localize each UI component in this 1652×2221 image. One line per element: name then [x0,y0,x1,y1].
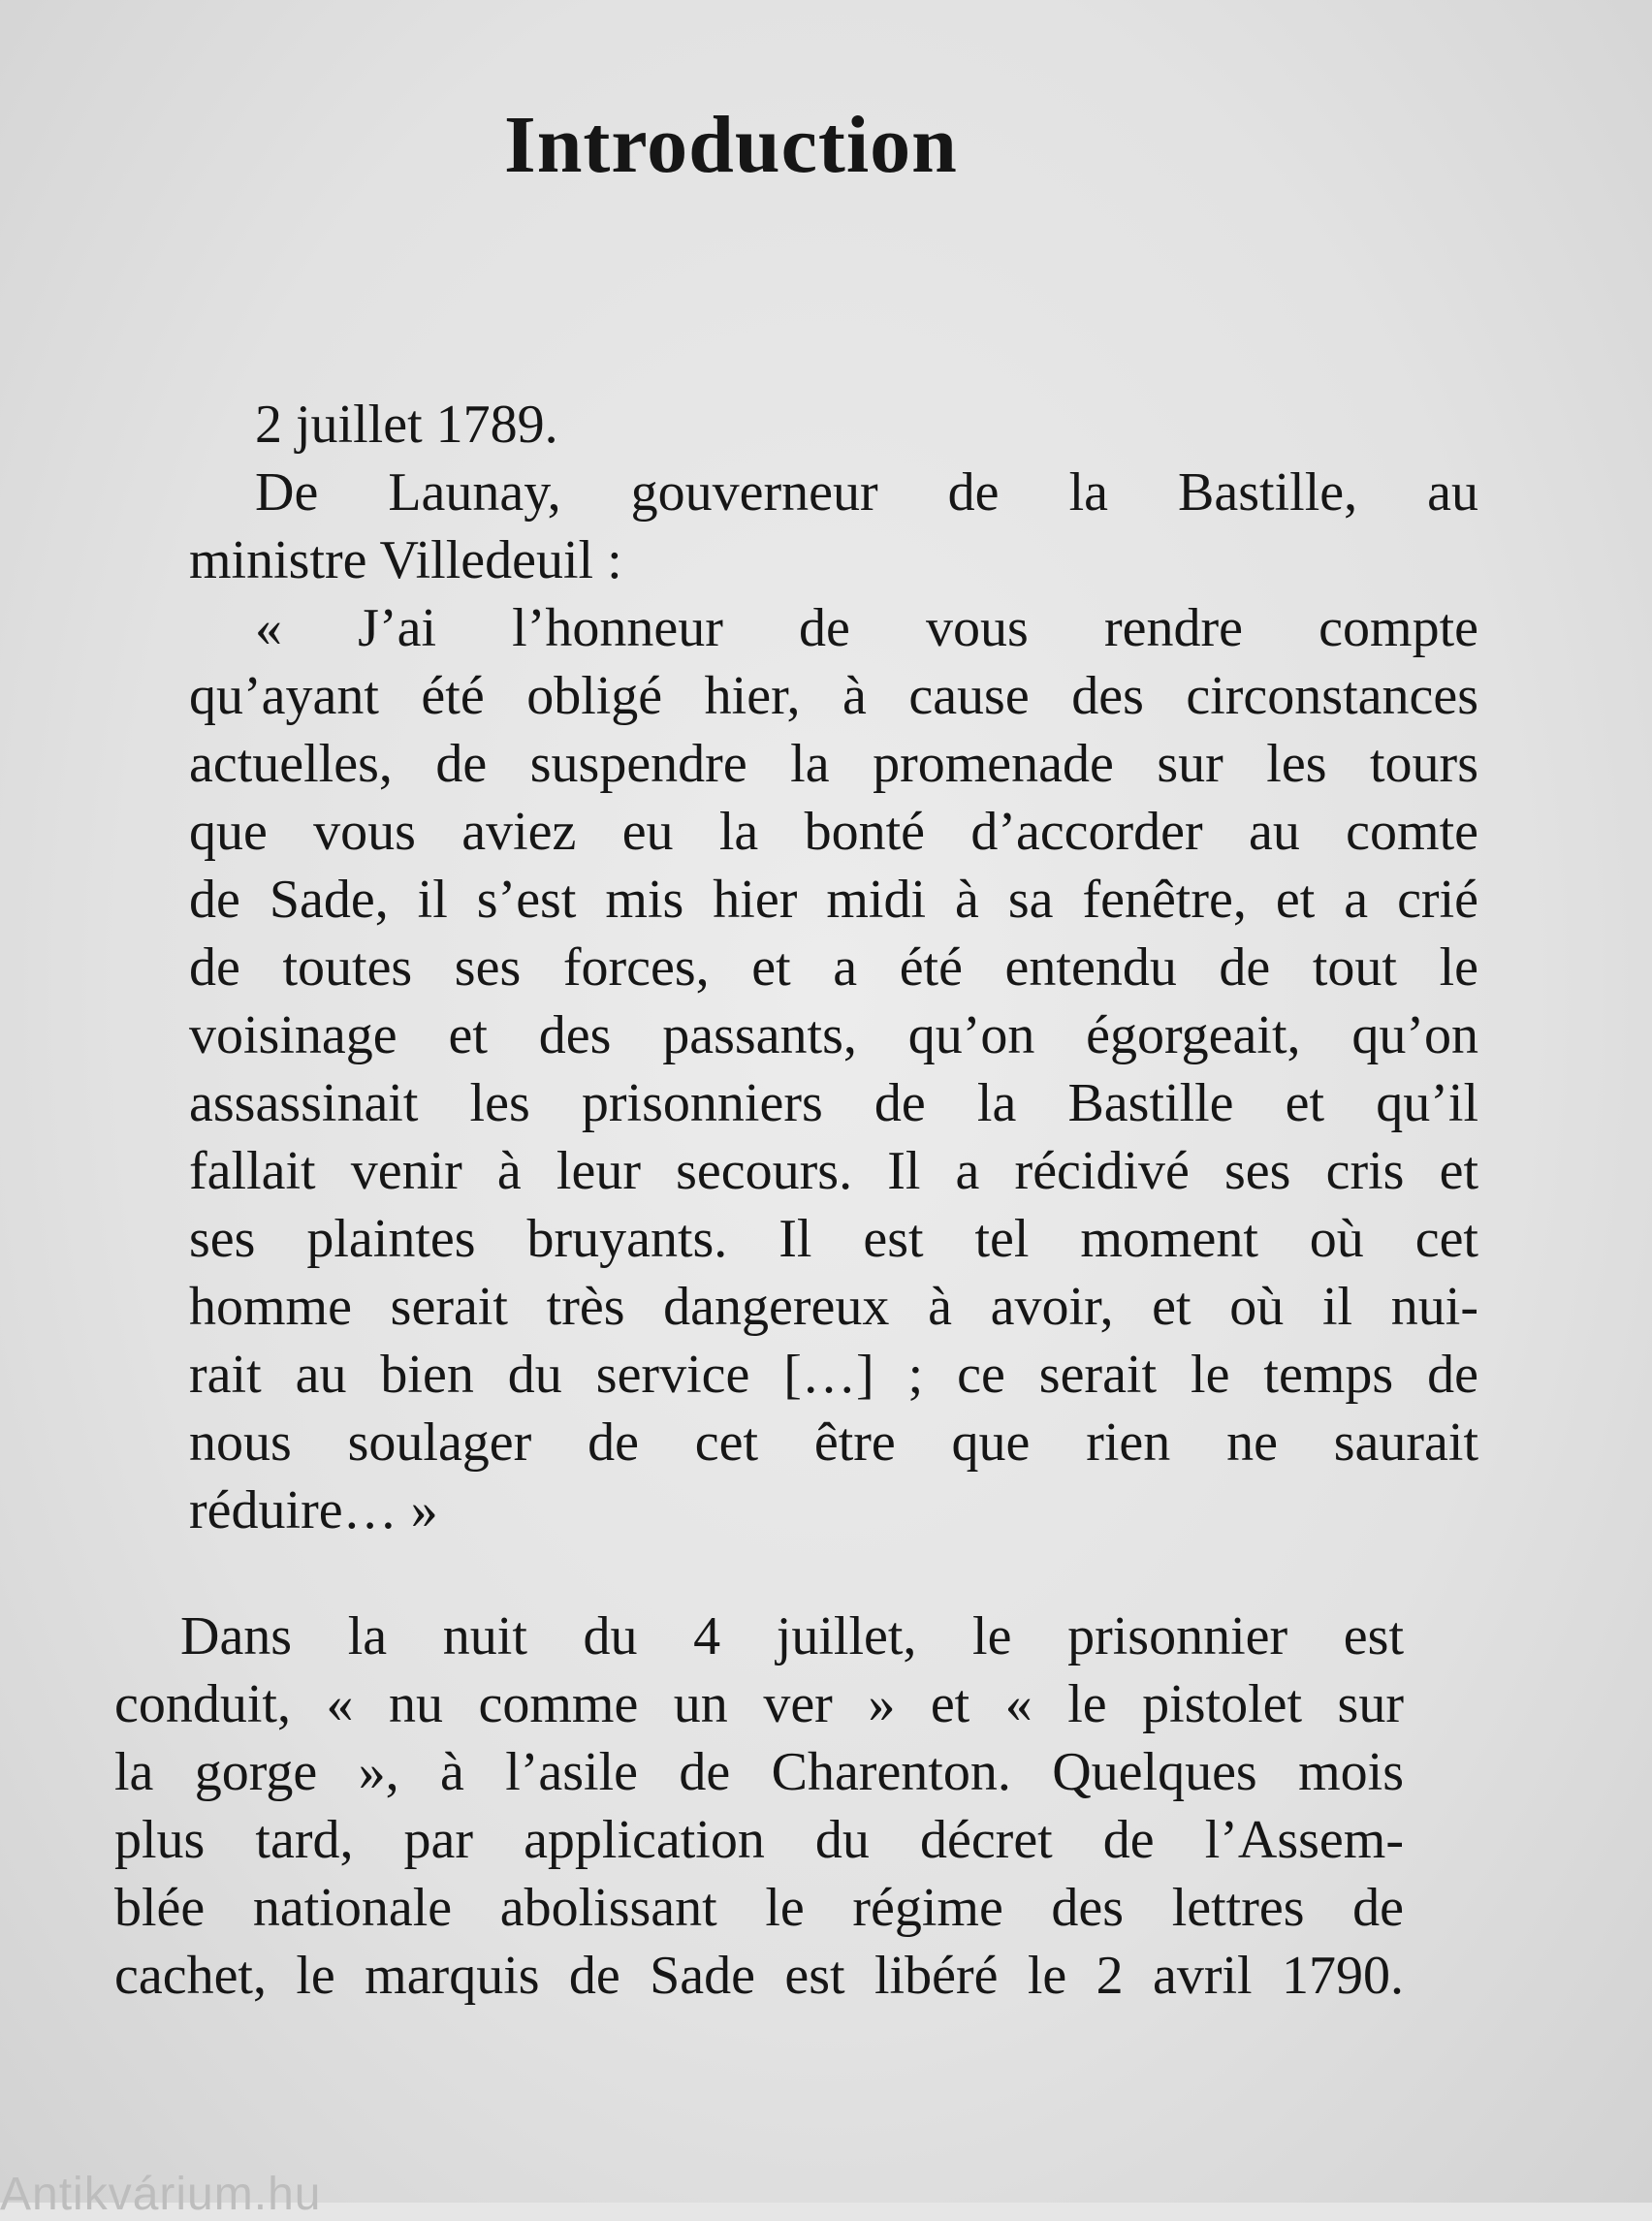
narrative-section [114,1602,1404,2010]
text-line: actuelles, de suspendre la promenade sur les tours [189,734,1478,794]
text-line: 2 juillet 1789. [255,395,558,455]
text-line: voisinage et des passants, qu’on égorgeait, qu’on [189,1005,1478,1065]
text-line: fallait venir à leur secours. Il a récidivé ses cris et [189,1141,1478,1201]
text-line: ses plaintes bruyants. Il est tel moment où cet [189,1209,1478,1269]
page-title: Introduction [504,100,958,190]
text-line: assassinait les prisonniers de la Bastille et qu’il [189,1073,1478,1133]
text-line: qu’ayant été obligé hier, à cause des circonstances [189,666,1478,726]
text-line: conduit, « nu comme un ver » et « le pistolet sur [114,1674,1404,1734]
watermark: Antikvárium.hu [0,2169,322,2220]
text-line: réduire… » [189,1480,438,1540]
text-line: blée nationale abolissant le régime des lettres de [114,1878,1404,1938]
text-line: ministre Villedeuil : [189,530,622,590]
text-line: cachet, le marquis de Sade est libéré le 2 avril 1790. [114,1946,1404,2006]
text-line: que vous aviez eu la bonté d’accorder au comte [189,802,1478,862]
text-line: la gorge », à l’asile de Charenton. Quelques mois [114,1742,1404,1802]
text-line: de toutes ses forces, et a été entendu de tout le [189,937,1478,998]
text-line: Dans la nuit du 4 juillet, le prisonnier est [180,1606,1404,1666]
quote-section [189,391,1478,1544]
text-line: De Launay, gouverneur de la Bastille, au [255,462,1478,523]
text-line: « J’ai l’honneur de vous rendre compte [255,598,1478,658]
text-line: de Sade, il s’est mis hier midi à sa fenêtre, et a crié [189,870,1478,930]
text-line: rait au bien du service […] ; ce serait le temps de [189,1345,1478,1405]
text-line: homme serait très dangereux à avoir, et où il nui- [189,1277,1478,1337]
text-line: nous soulager de cet être que rien ne saurait [189,1412,1478,1473]
text-line: plus tard, par application du décret de l’Assem- [114,1810,1404,1870]
